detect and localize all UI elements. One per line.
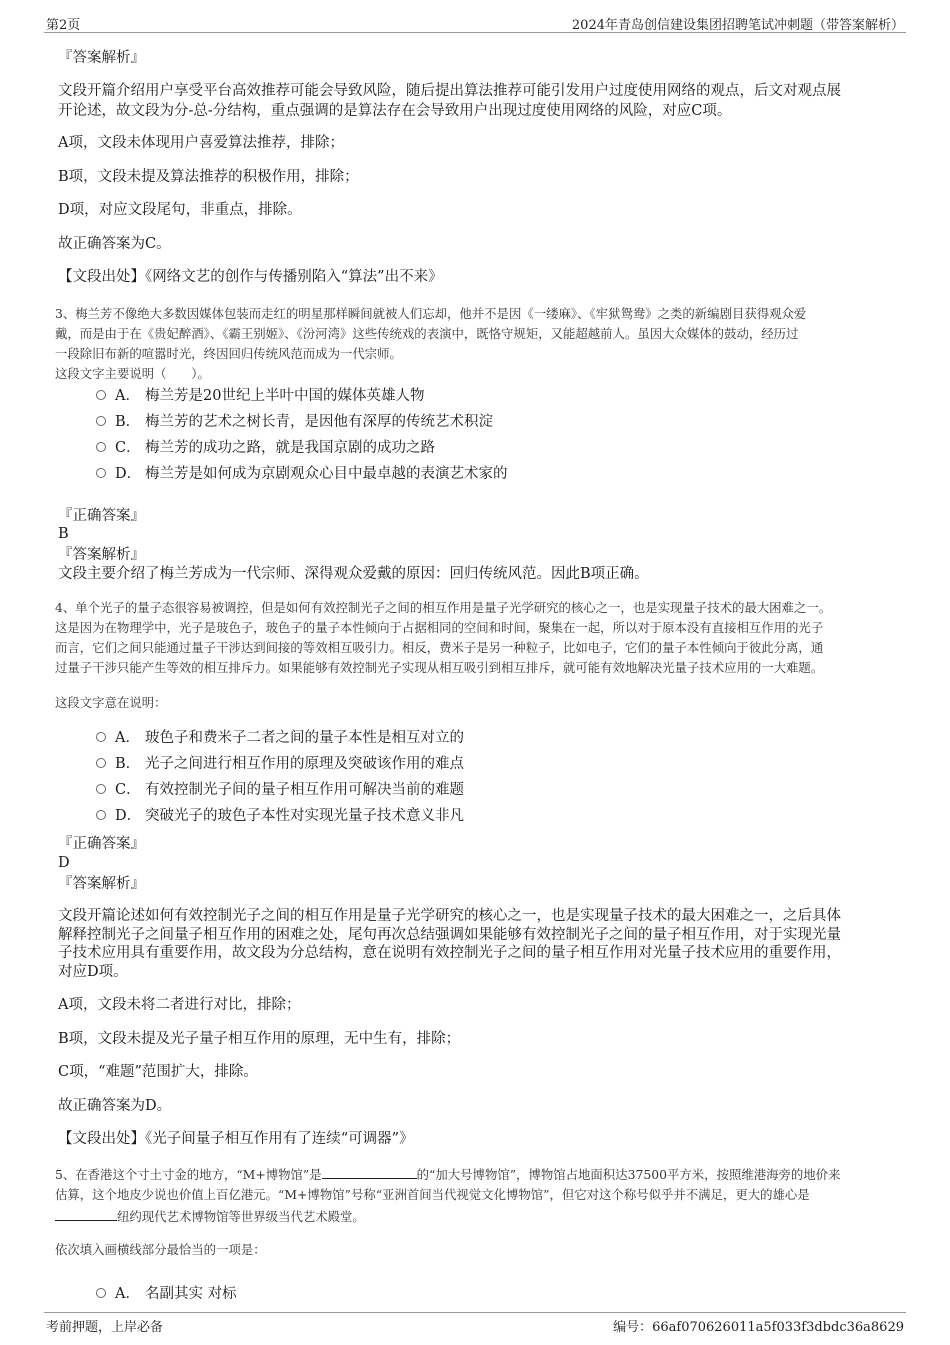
option-text: 梅兰芳是20世纪上半叶中国的媒体英雄人物 [145,388,425,404]
radio-icon[interactable] [96,784,106,794]
q4-option-d[interactable] [96,806,464,826]
q3-option-c[interactable] [96,438,435,458]
option-letter: D． [115,808,142,824]
q3-option-d[interactable] [96,464,508,484]
radio-icon[interactable] [96,1288,106,1298]
radio-icon[interactable] [96,468,106,478]
option-text: 有效控制光子间的量子相互作用可解决当前的难题 [145,782,464,798]
radio-icon[interactable] [96,758,106,768]
q4-analysis-line: 解释控制光子之间量子相互作用的困难之处，尾句再次总结强调如果能够有效控制光子之间的量子相互作用，对于实现光量 [58,926,841,943]
q3-stem-line: 戴，而是由于在《贵妃醉酒》、《霸王别姬》、《汾河湾》这些传统戏的表演中，既恪守规矩，又能超越前人。虽因大众媒体的鼓动，经历过 [55,326,799,341]
q3-stem-line: 一段除旧布新的喧嚣时光，终因回归传统风范而成为一代宗师。 [55,346,402,361]
option-text: 梅兰芳的艺术之树长青，是因他有深厚的传统艺术积淀 [145,414,493,430]
q4-stem [55,598,891,678]
option-letter: A． [115,730,140,746]
q5-stem-text: 的“加大号博物馆”，博物馆占地面积达37500平方米，按照维港海旁的地价来 [416,1167,841,1182]
q2-analysis-line: 文段开篇介绍用户享受平台高效推荐可能会导致风险，随后提出算法推荐可能引发用户过度使用网络的观点，后文对观点展 [58,83,841,99]
q4-conclusion: 故正确答案为D。 [58,1098,172,1114]
q2-conclusion: 故正确答案为C。 [58,236,171,252]
q3-analysis-label: 『答案解析』 [58,547,145,563]
q3-stem-line: 3、梅兰芳不像绝大多数因媒体包装而走红的明星那样瞬间就被人们忘却，他并不是因《一缕麻》、《牢狱鸳鸯》之类的新编剧目获得观众爱 [55,306,807,321]
q4-option-b[interactable] [96,754,464,774]
q4-explain-b: B项，文段未提及光子量子相互作用的原理，无中生有，排除； [58,1031,461,1047]
q2-explain-d: D项，对应文段尾句，非重点，排除。 [58,202,302,218]
q4-analysis-line: 子技术应用具有重要作用，故文段为分总结构，意在说明有效控制光子之间的量子相互作用对光量子技术应用的重要作用， [58,945,841,961]
q3-correct-answer: B [58,526,69,542]
q5-stem-line-1 [55,1164,840,1185]
q5-option-a[interactable] [96,1284,237,1304]
q2-explain-b: B项，文段未提及算法推荐的积极作用，排除； [58,169,359,185]
radio-icon[interactable] [96,810,106,820]
option-letter: C． [115,440,141,456]
option-letter: B． [115,414,141,430]
q4-stem-line: 这是因为在物理学中，光子是玻色子，玻色子的量子本性倾向于占据相同的空间和时间，聚集在一起，所以对于原本没有直接相互作用的光子 [55,620,824,635]
q4-analysis-line: 对应D项。 [58,963,128,980]
q4-analysis-line: 文段开篇论述如何有效控制光子之间的相互作用是量子光学研究的核心之一，也是实现量子技术的最大困难之一，之后具体 [58,908,841,924]
q2-analysis-line: 开论述，故文段为分-总-分结构，重点强调的是算法存在会导致用户出现过度使用网络的风险，对应C项。 [58,103,732,119]
option-text: 名副其实 对标 [145,1286,237,1302]
radio-icon[interactable] [96,732,106,742]
q4-analysis-label: 『答案解析』 [58,876,145,892]
q5-stem-text: 纽约现代艺术博物馆等世界级当代艺术殿堂。 [117,1209,365,1224]
q4-explain-c: C项，“难题”范围扩大，排除。 [58,1064,258,1080]
page-footer [44,1312,906,1335]
q3-option-a[interactable] [96,386,424,406]
q2-analysis [58,81,890,121]
q4-source: 【文段出处】《光子间量子相互作用有了连续“可调器”》 [58,1131,414,1147]
q4-stem-line: 过量子干涉只能产生等效的相互排斥力。如果能够有效控制光子实现从相互吸引到相互排斥，就可能有效地解决光量子技术应用的一大难题。 [55,660,824,675]
footer-slogan: 考前押题，上岸必备 [46,1320,164,1335]
option-text: 光子之间进行相互作用的原理及突破该作用的难点 [145,756,464,772]
option-text: 突破光子的玻色子本性对实现光量子技术意义非凡 [145,808,464,824]
page-number: 第2页 [46,18,81,33]
option-text: 梅兰芳的成功之路，就是我国京剧的成功之路 [145,440,435,456]
q3-correct-label: 『正确答案』 [58,508,145,524]
fill-blank-2[interactable] [55,1206,117,1221]
option-letter: B． [115,756,141,772]
q2-analysis-label: 『答案解析』 [58,50,145,66]
page-header [44,12,906,33]
q2-source: 【文段出处】《网络文艺的创作与传播别陷入“算法”出不来》 [58,269,443,285]
option-text: 玻色子和费米子二者之间的量子本性是相互对立的 [145,730,464,746]
q5-stem-line-2: 估算，这个地皮少说也价值上百亿港元。“M+博物馆”号称“亚洲首间当代视觉文化博物馆”，但它对这个称号似乎并不满足，更大的雄心是 [55,1187,810,1202]
q4-analysis [58,907,890,981]
option-letter: A． [115,388,140,404]
radio-icon[interactable] [96,442,106,452]
q5-stem-text: 5、在香港这个寸土寸金的地方，“M+博物馆”是 [55,1167,322,1182]
q3-analysis: 文段主要介绍了梅兰芳成为一代宗师、深得观众爱戴的原因：回归传统风范。因此B项正确。 [58,566,649,582]
q4-explain-a: A项，文段未将二者进行对比，排除； [58,997,301,1013]
q5-stem-line-3 [55,1206,365,1227]
q4-correct-answer: D [58,855,70,871]
option-letter: D． [115,466,142,482]
q4-stem-line: 4、单个光子的量子态很容易被调控，但是如何有效控制光子之间的相互作用是量子光学研究的核心之一，也是实现量子技术的最大困难之一。 [55,600,832,615]
q2-explain-a: A项，文段未体现用户喜爱算法推荐，排除； [58,135,344,151]
document-title: 2024年青岛创信建设集团招聘笔试冲刺题（带答案解析） [571,18,904,33]
fill-blank-1[interactable] [322,1164,417,1179]
option-letter: C． [115,782,141,798]
q4-option-a[interactable] [96,728,464,748]
q4-correct-label: 『正确答案』 [58,836,145,852]
option-letter: A． [115,1286,140,1302]
document-id: 编号：66af070626011a5f033f3dbdc36a8629 [613,1320,904,1335]
q4-option-c[interactable] [96,780,464,800]
radio-icon[interactable] [96,416,106,426]
q3-question: 这段文字主要说明（ ）。 [55,366,210,381]
q3-stem [55,304,891,384]
q4-question: 这段文字意在说明： [55,695,167,710]
q3-option-b[interactable] [96,412,493,432]
q5-question: 依次填入画横线部分最恰当的一项是： [55,1242,266,1257]
radio-icon[interactable] [96,390,106,400]
option-text: 梅兰芳是如何成为京剧观众心目中最卓越的表演艺术家的 [145,466,508,482]
q4-stem-line: 而言，它们之间只能通过量子干涉达到间接的等效相互吸引力。相反，费米子是另一种粒子，比如电子，它们的量子本性倾向于彼此分离，通 [55,640,824,655]
